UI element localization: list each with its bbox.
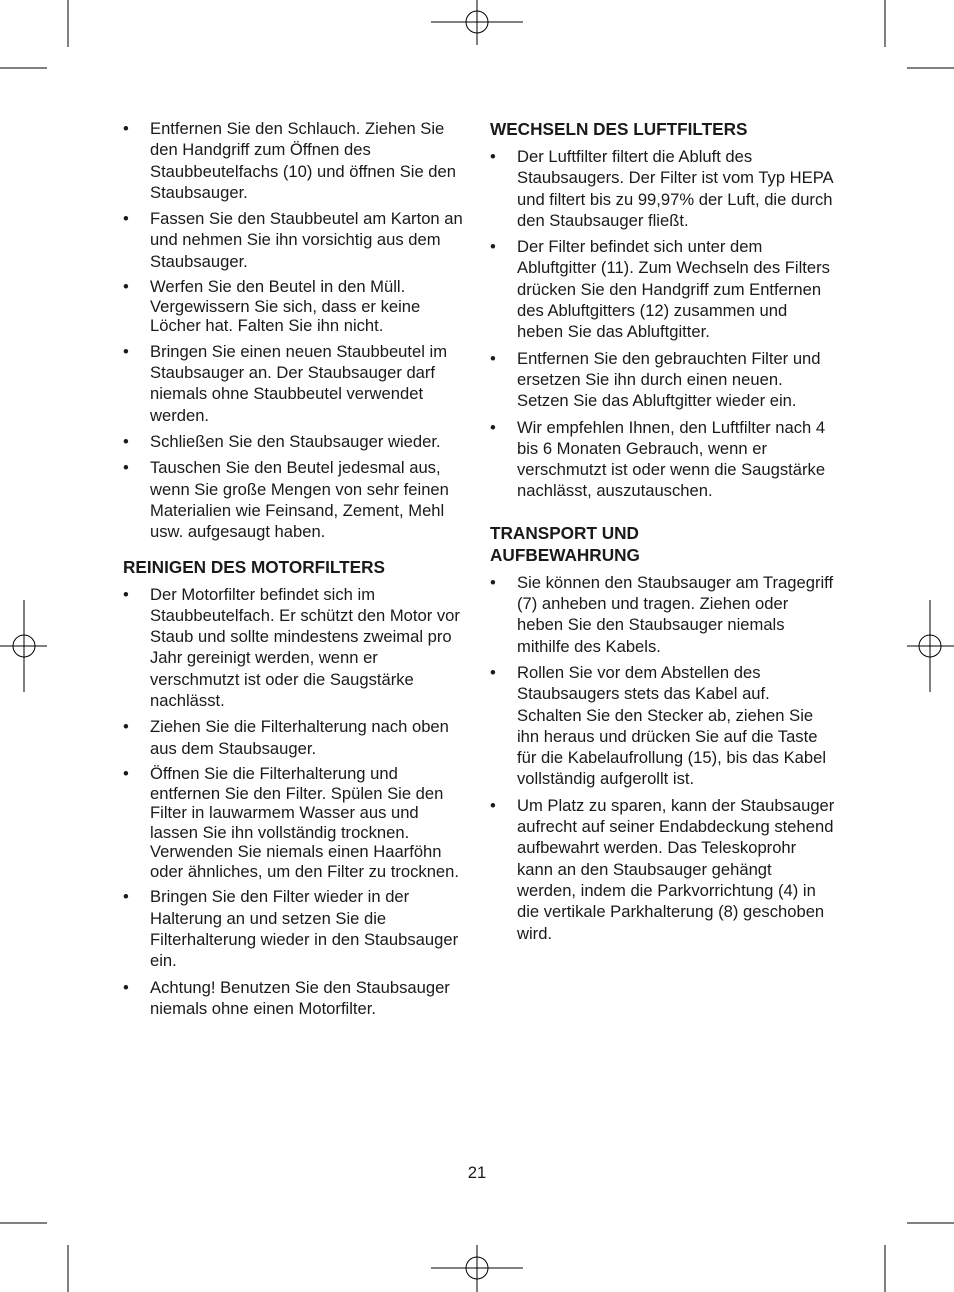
bag-change-list — [123, 118, 468, 543]
list-item: • Der Filter befindet sich unter dem Abluftgitter (11). Zum Wechseln des Filters drücken Sie den Handgriff zum Entfernen des Abluftgitters (12) zusammen und heben Sie das Abluftgitter. — [490, 236, 835, 342]
list-item: • Tauschen Sie den Beutel jedesmal aus, wenn Sie große Mengen von sehr feinen Materialien wie Feinsand, Zement, Mehl usw. aufgesaugt haben. — [123, 457, 468, 542]
list-item: • Fassen Sie den Staubbeutel am Karton an und nehmen Sie ihn vorsichtig aus dem Staubsauger. — [123, 208, 468, 272]
registration-mark-bottom — [431, 1245, 523, 1292]
right-column — [490, 118, 835, 949]
section-heading-motorfilter: REINIGEN DES MOTORFILTERS — [123, 556, 385, 577]
registration-mark-top — [431, 0, 523, 45]
transport-list — [490, 572, 835, 944]
motorfilter-list — [123, 584, 468, 1020]
section-heading-transport — [490, 522, 835, 566]
list-item: • Um Platz zu sparen, kann der Staubsauger aufrecht auf seiner Endabdeckung stehend aufbewahrt werden. Das Teleskoprohr kann an den Staubsauger gehängt werden, indem die Parkvorrichtung (4) in die vertikale Parkhalterung (8) geschoben wird. — [490, 795, 835, 944]
list-item: • Bringen Sie einen neuen Staubbeutel im Staubsauger an. Der Staubsauger darf niemals ohne Staubbeutel verwendet werden. — [123, 341, 468, 426]
list-item: • Entfernen Sie den Schlauch. Ziehen Sie den Handgriff zum Öffnen des Staubbeutelfachs (10) und öffnen Sie den Staubsauger. — [123, 118, 468, 203]
list-item: • Entfernen Sie den gebrauchten Filter und ersetzen Sie ihn durch einen neuen. Setzen Sie das Abluftgitter wieder ein. — [490, 348, 835, 412]
list-item: • Achtung! Benutzen Sie den Staubsauger niemals ohne einen Motorfilter. — [123, 977, 468, 1020]
list-item: • Der Motorfilter befindet sich im Staubbeutelfach. Er schützt den Motor vor Staub und sollte mindestens zweimal pro Jahr gereinigt werden, wenn er verschmutzt ist oder die Saugstärke nachlässt. — [123, 584, 468, 712]
luftfilter-list — [490, 146, 835, 502]
list-item: • Der Luftfilter filtert die Abluft des Staubsaugers. Der Filter ist vom Typ HEPA und filtert bis zu 99,97% der Luft, die durch den Staubsauger fließt. — [490, 146, 835, 231]
section-heading-luftfilter: WECHSELN DES LUFTFILTERS — [490, 119, 748, 139]
registration-mark-left — [0, 600, 47, 692]
left-column — [123, 118, 468, 1024]
list-item: • Werfen Sie den Beutel in den Müll. Vergewissern Sie sich, dass er keine Löcher hat. Falten Sie ihn nicht. — [123, 277, 468, 336]
registration-mark-right — [907, 600, 954, 692]
list-item: • Öffnen Sie die Filterhalterung und entfernen Sie den Filter. Spülen Sie den Filter in lauwarmem Wasser aus und lassen Sie ihn vollständig trocknen. Verwenden Sie niemals einen Haarföhn oder ähnliches, um den Filter zu trocknen. — [123, 764, 468, 882]
list-item: • Sie können den Staubsauger am Tragegriff (7) anheben und tragen. Ziehen oder heben Sie den Staubsauger niemals mithilfe des Kabels. — [490, 572, 835, 657]
list-item: • Ziehen Sie die Filterhalterung nach oben aus dem Staubsauger. — [123, 716, 468, 759]
heading-line: TRANSPORT UND — [490, 522, 639, 543]
heading-line: AUFBEWAHRUNG — [490, 544, 640, 565]
page-number: 21 — [467, 1163, 487, 1182]
list-item: • Schließen Sie den Staubsauger wieder. — [123, 431, 468, 452]
list-item: • Wir empfehlen Ihnen, den Luftfilter nach 4 bis 6 Monaten Gebrauch, wenn er verschmutzt ist oder wenn die Saugstärke nachlässt, auszutauschen. — [490, 417, 835, 502]
list-item: • Rollen Sie vor dem Abstellen des Staubsaugers stets das Kabel auf. Schalten Sie den Stecker ab, ziehen Sie ihn heraus und drücken Sie auf die Taste für die Kabelaufrollung (15), bis das Kabel vollständig aufgerollt ist. — [490, 662, 835, 790]
list-item: • Bringen Sie den Filter wieder in der Halterung an und setzen Sie die Filterhalterung wieder in den Staubsauger ein. — [123, 886, 468, 971]
